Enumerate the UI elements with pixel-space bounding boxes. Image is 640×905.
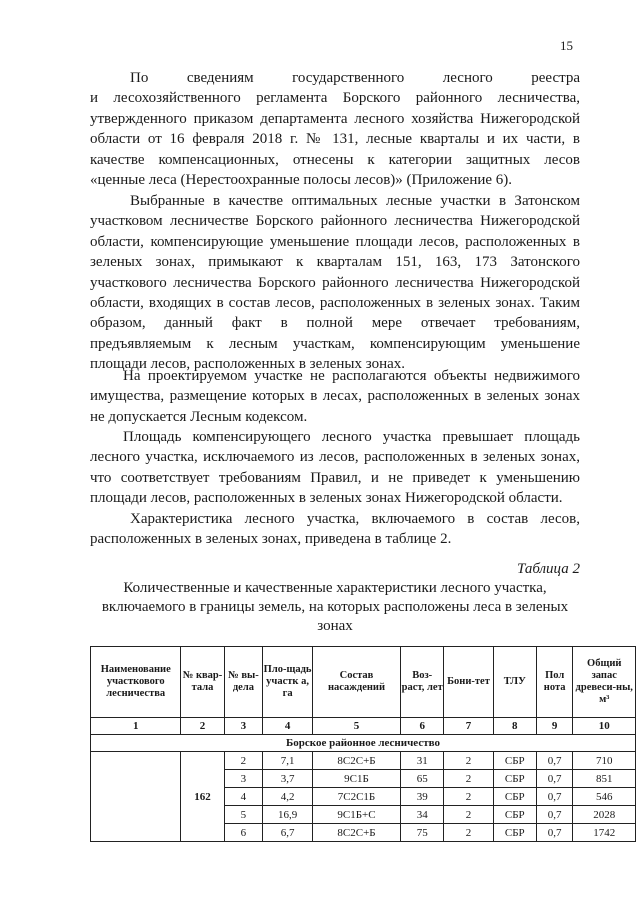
table-cell: 2: [444, 824, 494, 842]
table-cell: 9С1Б: [312, 770, 400, 788]
table-cell: 7,1: [263, 752, 313, 770]
column-number: 5: [312, 718, 400, 735]
table-cell: 1742: [573, 824, 636, 842]
column-number: 7: [444, 718, 494, 735]
table-cell: 3: [224, 770, 263, 788]
paragraph-line: что соответствует требованиям Правил, и не приведет к уменьшению: [90, 469, 580, 486]
table-cell: СБР: [493, 806, 536, 824]
table-cell: 4,2: [263, 788, 313, 806]
paragraph-line: имущества, размещение которых в лесах, расположенных в зеленых зонах: [90, 388, 580, 405]
column-header: № квар-тала: [181, 647, 224, 718]
paragraph-line: площади лесов, расположенных в зеленых зонах.: [90, 356, 406, 373]
column-number: 10: [573, 718, 636, 735]
kvartal-cell: 162: [181, 752, 224, 842]
column-number: 3: [224, 718, 263, 735]
page-number: 15: [560, 38, 573, 53]
paragraph: [90, 509, 580, 550]
column-header: Состав насаждений: [312, 647, 400, 718]
table-cell: 65: [401, 770, 444, 788]
table-cell: 0,7: [536, 770, 573, 788]
table-cell: 7С2С1Б: [312, 788, 400, 806]
group-label: Борское районное лесничество: [91, 735, 636, 752]
paragraph-line: Площадь компенсирующего лесного участка превышает площадь: [123, 429, 580, 445]
column-header: Пло-щадь участк а, га: [263, 647, 313, 718]
paragraph-line: Характеристика лесного участка, включаемого в состав лесов,: [130, 511, 580, 527]
paragraph-line: Выбранные в качестве оптимальных лесные участки в Затонском: [130, 193, 580, 209]
table-cell: 2: [224, 752, 263, 770]
table-cell: 2028: [573, 806, 636, 824]
table-cell: 8С2С+Б: [312, 752, 400, 770]
paragraph-line: площади лесов, расположенных в зеленых зонах Нижегородской области.: [90, 490, 563, 507]
table-cell: 5: [224, 806, 263, 824]
paragraph: [90, 68, 580, 190]
table-cell: 2: [444, 788, 494, 806]
paragraph: [90, 427, 580, 509]
paragraph-line: лесного участка, исключаемого из лесов, расположенных в зеленых зонах,: [90, 449, 580, 466]
paragraph-line: области, компенсирующие уменьшение площади лесов, расположенных в: [90, 233, 580, 250]
table-cell: СБР: [493, 788, 536, 806]
table-cell: 546: [573, 788, 636, 806]
column-number-row: [91, 718, 636, 735]
paragraph-line: участкового лесничества Борского районного лесничества Нижегородской: [90, 274, 580, 291]
paragraph-line: области от 16 февраля 2018 г. № 131, лесные кварталы и их части, в: [90, 131, 580, 148]
column-header: Воз-раст, лет: [401, 647, 444, 718]
table-cell: 710: [573, 752, 636, 770]
column-header: Пол нота: [536, 647, 573, 718]
table-cell: 39: [401, 788, 444, 806]
table-row: [91, 752, 636, 770]
paragraph-line: утвержденного приказом департамента лесного хозяйства Нижегородской: [90, 110, 580, 127]
table-cell: 6: [224, 824, 263, 842]
table-cell: 16,9: [263, 806, 313, 824]
column-number: 9: [536, 718, 573, 735]
paragraph-line: не допускается Лесным кодексом.: [90, 408, 308, 425]
paragraph: [90, 191, 580, 375]
paragraph-line: зеленых зонах, примыкают к кварталам 151, 163, 173 Затонского: [90, 254, 580, 271]
table-cell: 851: [573, 770, 636, 788]
table-cell: 6,7: [263, 824, 313, 842]
column-header: Общий запас древеси-ны, м³: [573, 647, 636, 718]
column-header: ТЛУ: [493, 647, 536, 718]
group-row: [91, 735, 636, 752]
table-cell: 8С2С+Б: [312, 824, 400, 842]
table-cell: СБР: [493, 824, 536, 842]
column-number: 2: [181, 718, 224, 735]
paragraph-line: образом, данный факт в полной мере отвечает требованиям,: [90, 315, 580, 332]
table-label: Таблица 2: [517, 561, 580, 577]
paragraph-line: расположенных в зеленых зонах, приведена в таблице 2.: [90, 531, 452, 548]
table-cell: 2: [444, 770, 494, 788]
table-header-row: [91, 647, 636, 718]
lesnichestvo-cell: [91, 752, 181, 842]
forest-plot-table: [90, 646, 636, 842]
column-header: Бони-тет: [444, 647, 494, 718]
table-cell: 34: [401, 806, 444, 824]
column-number: 4: [263, 718, 313, 735]
table-cell: 4: [224, 788, 263, 806]
table-cell: 0,7: [536, 788, 573, 806]
paragraph-line: участковом лесничестве Борского районного лесничества Нижегородской: [90, 213, 580, 230]
table-cell: 75: [401, 824, 444, 842]
column-number: 6: [401, 718, 444, 735]
table-title: Количественные и качественные характеристики лесного участка, включаемого в границы земель, на которых расположены леса в зеленых зонах: [101, 580, 569, 634]
table-cell: 3,7: [263, 770, 313, 788]
column-header: Наименование участкового лесничества: [91, 647, 181, 718]
column-number: 1: [91, 718, 181, 735]
paragraph-line: «ценные леса (Нерестоохранные полосы лесов)» (Приложение 6).: [90, 172, 513, 189]
paragraph-line: По сведениям государственного лесного реестра: [130, 70, 580, 86]
table-cell: 2: [444, 752, 494, 770]
table-cell: 2: [444, 806, 494, 824]
paragraph-line: предъявляемым к лесным участкам, компенсирующим уменьшение: [90, 335, 580, 352]
table-cell: 31: [401, 752, 444, 770]
paragraph-line: и лесохозяйственного регламента Борского районного лесничества,: [90, 90, 580, 107]
table-cell: 9С1Б+С: [312, 806, 400, 824]
table-cell: 0,7: [536, 806, 573, 824]
paragraph-line: На проектируемом участке не располагаются объекты недвижимого: [123, 368, 580, 384]
paragraph: [90, 366, 580, 427]
table-cell: СБР: [493, 770, 536, 788]
column-number: 8: [493, 718, 536, 735]
table-cell: СБР: [493, 752, 536, 770]
paragraph-line: области, входящих в состав лесов, расположенных в зеленых зонах. Таким: [90, 295, 580, 312]
table-cell: 0,7: [536, 824, 573, 842]
table-cell: 0,7: [536, 752, 573, 770]
paragraph-line: качестве компенсационных, отнесены к категории защитных лесов: [90, 151, 580, 168]
column-header: № вы-дела: [224, 647, 263, 718]
